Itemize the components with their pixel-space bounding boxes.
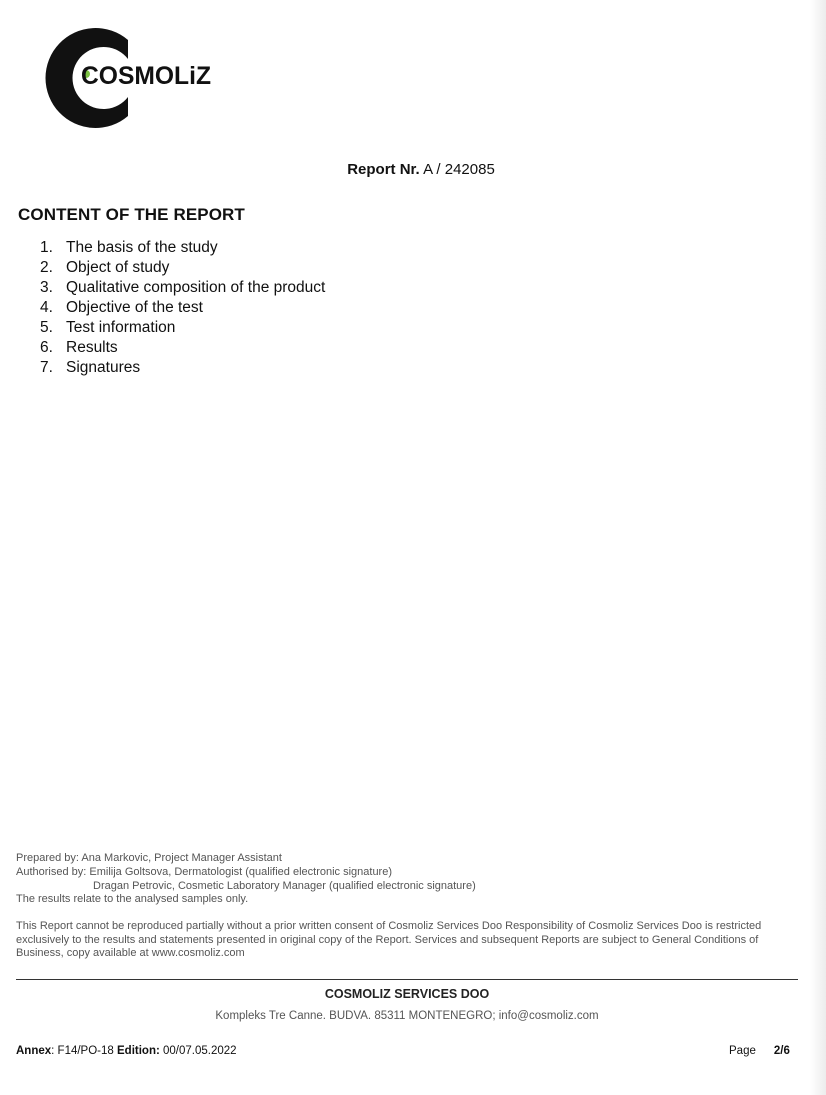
content-item (40, 318, 325, 338)
content-item-label: Objective of the test (66, 299, 203, 316)
content-item-number: 1. (40, 239, 53, 256)
content-item (40, 338, 325, 358)
content-item (40, 238, 325, 258)
page-number: 2/6 (773, 1045, 790, 1057)
report-number-value: A / 242085 (423, 161, 495, 178)
content-item-number: 6. (40, 339, 53, 356)
edition-label: Edition: (117, 1045, 160, 1057)
company-address: Kompleks Tre Canne. BUDVA. 85311 MONTENEGRO; info@cosmoliz.com (215, 1010, 599, 1022)
content-item-number: 2. (40, 259, 53, 276)
company-name: COSMOLIZ SERVICES DOO (324, 987, 490, 1001)
content-item-label: Qualitative composition of the product (66, 279, 326, 296)
content-item (40, 278, 325, 298)
content-item-number: 5. (40, 319, 53, 336)
authorised-by: Authorised by: Emilija Goltsova, Dermatologist (qualified electronic signature) (16, 866, 393, 878)
prepared-by: Prepared by: Ana Markovic, Project Manager Assistant (16, 852, 282, 864)
logo-wordmark: COSMOLiZ (81, 62, 211, 90)
annex-value: : F14/PO-18 (51, 1045, 114, 1057)
cosmoliz-logo (28, 22, 228, 134)
content-item (40, 358, 325, 378)
page-indicator (729, 1045, 790, 1057)
content-item-label: The basis of the study (66, 239, 218, 256)
content-item-number: 7. (40, 359, 53, 376)
edition-value: 00/07.05.2022 (163, 1045, 237, 1057)
content-title: CONTENT OF THE REPORT (18, 205, 245, 224)
report-number-line (0, 161, 826, 178)
page-label: Page (729, 1045, 756, 1057)
content-item-label: Object of study (66, 259, 170, 276)
content-item-label: Signatures (66, 359, 141, 376)
content-item-number: 3. (40, 279, 53, 296)
annex-info (16, 1045, 237, 1057)
disclaimer: This Report cannot be reproduced partially without a prior written consent of Cosmoliz Services Doo Responsibility of Cosmoliz Services Doo is restricted exclusively to the results and statements presented in original copy of the Report. Services and subsequent Reports are subject to General Conditions of Business, copy available at www.cosmoliz.com (16, 920, 762, 959)
authorised-by-second: Dragan Petrovic, Cosmetic Laboratory Manager (qualified electronic signature) (93, 880, 476, 892)
content-list (40, 238, 325, 378)
content-item (40, 258, 325, 278)
footer-divider (16, 979, 798, 980)
report-number-label: Report Nr. (347, 161, 420, 178)
results-note: The results relate to the analysed samples only. (16, 893, 249, 905)
content-item-number: 4. (40, 299, 53, 316)
annex-label: Annex (16, 1045, 52, 1057)
content-item (40, 298, 325, 318)
content-item-label: Test information (66, 319, 176, 336)
content-item-label: Results (66, 339, 118, 356)
